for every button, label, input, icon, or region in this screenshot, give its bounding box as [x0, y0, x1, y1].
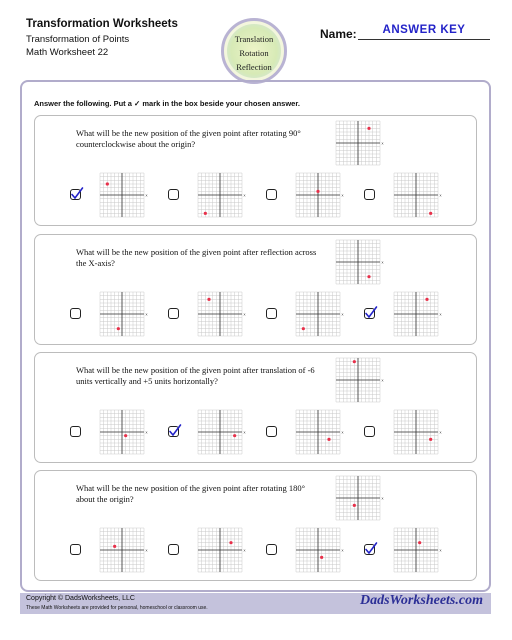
answer-option-grid — [198, 292, 246, 336]
answer-option-grid — [296, 528, 344, 572]
answer-checkbox[interactable] — [364, 426, 375, 437]
x-axis-label: x — [341, 429, 344, 435]
answer-option-grid-svg — [296, 173, 344, 217]
logo-badge — [221, 18, 287, 84]
answer-checkbox[interactable] — [70, 544, 81, 555]
checkmark-icon — [168, 424, 182, 438]
plotted-point — [429, 212, 432, 215]
x-axis-label: x — [381, 140, 384, 146]
answer-option-grid — [198, 173, 246, 217]
question-card — [34, 352, 477, 463]
name-line — [358, 39, 490, 40]
answer-checkbox[interactable] — [70, 308, 81, 319]
checkmark-icon — [364, 306, 378, 320]
answer-option-grid-svg — [394, 173, 442, 217]
question-text: What will be the new position of the given point after rotating 90° counterclockwise about the origin? — [76, 128, 301, 149]
answer-checkbox[interactable] — [168, 544, 179, 555]
x-axis-label: x — [439, 311, 442, 317]
answer-option-grid-svg — [394, 528, 442, 572]
answer-option-grid-svg — [100, 410, 148, 454]
checkmark-icon — [70, 187, 84, 201]
answer-option-grid-svg — [296, 292, 344, 336]
footer-note: These Math Worksheets are provided for personal, homeschool or classroom use. — [26, 605, 208, 611]
plotted-point — [204, 212, 207, 215]
answer-checkbox[interactable] — [70, 189, 81, 200]
plotted-point — [425, 298, 428, 301]
answer-checkbox[interactable] — [266, 308, 277, 319]
checkmark-stroke — [72, 188, 83, 198]
checkmark-stroke — [170, 425, 181, 435]
answer-option-grid — [100, 528, 148, 572]
answer-option-grid-svg — [394, 410, 442, 454]
x-axis-label: x — [341, 311, 344, 317]
plotted-point — [418, 541, 421, 544]
footer-brand: DadsWorksheets.com — [359, 593, 483, 608]
logo-word-rotation: Rotation — [239, 48, 269, 58]
given-point-grid-svg — [336, 358, 384, 402]
x-axis-label: x — [439, 547, 442, 553]
given-point-grid — [336, 358, 384, 402]
plotted-point — [233, 434, 236, 437]
plotted-point — [229, 541, 232, 544]
x-axis-label: x — [243, 547, 246, 553]
x-axis-label: x — [243, 429, 246, 435]
x-axis-label: x — [381, 377, 384, 383]
answer-option-grid-svg — [198, 173, 246, 217]
checkmark-stroke — [366, 307, 377, 317]
answer-checkbox[interactable] — [266, 189, 277, 200]
worksheet-subtitle: Transformation of Points — [26, 34, 130, 45]
answer-checkbox[interactable] — [168, 189, 179, 200]
plotted-point — [429, 438, 432, 441]
answer-option-grid-svg — [100, 173, 148, 217]
answer-option-grid — [296, 410, 344, 454]
answer-option-grid-svg — [198, 292, 246, 336]
answer-checkbox[interactable] — [364, 189, 375, 200]
checkmark-stroke — [366, 543, 377, 553]
plotted-point — [316, 190, 319, 193]
x-axis-label: x — [145, 192, 148, 198]
checkmark-icon — [364, 542, 378, 556]
answer-option-grid — [296, 173, 344, 217]
given-point-grid-svg — [336, 240, 384, 284]
plotted-point — [353, 504, 356, 507]
answer-option-grid — [394, 173, 442, 217]
plotted-point — [353, 360, 356, 363]
instructions: Answer the following. Put a ✓ mark in the box beside your chosen answer. — [34, 99, 300, 108]
worksheet-number: Math Worksheet 22 — [26, 47, 109, 58]
answer-checkbox[interactable] — [266, 544, 277, 555]
x-axis-label: x — [341, 192, 344, 198]
answer-option-grid-svg — [296, 410, 344, 454]
x-axis-label: x — [439, 429, 442, 435]
answer-option-grid-svg — [296, 528, 344, 572]
plotted-point — [327, 438, 330, 441]
plotted-point — [302, 327, 305, 330]
logo-word-reflection: Reflection — [236, 62, 272, 72]
answer-key-label: ANSWER KEY — [382, 24, 466, 36]
x-axis-label: x — [145, 429, 148, 435]
answer-checkbox[interactable] — [364, 308, 375, 319]
question-text: What will be the new position of the given point after reflection across the X-axis? — [76, 247, 317, 268]
answer-checkbox[interactable] — [168, 426, 179, 437]
answer-option-grid — [394, 528, 442, 572]
answer-option-grid — [100, 173, 148, 217]
answer-option-grid — [100, 410, 148, 454]
answer-option-grid — [296, 292, 344, 336]
question-text: What will be the new position of the given point after translation of -6 units vertically and +5 units horizontally? — [76, 365, 315, 386]
given-point-grid — [336, 121, 384, 165]
answer-option-grid-svg — [198, 410, 246, 454]
x-axis-label: x — [243, 192, 246, 198]
x-axis-label: x — [243, 311, 246, 317]
answer-option-grid-svg — [100, 528, 148, 572]
x-axis-label: x — [439, 192, 442, 198]
answer-option-grid — [198, 410, 246, 454]
question-card — [34, 115, 477, 226]
question-card — [34, 234, 477, 345]
answer-option-grid-svg — [100, 292, 148, 336]
answer-checkbox[interactable] — [364, 544, 375, 555]
given-point-grid — [336, 476, 384, 520]
given-point-grid-svg — [336, 476, 384, 520]
plotted-point — [320, 556, 323, 559]
given-point-grid-svg — [336, 121, 384, 165]
question-text: What will be the new position of the given point after rotating 180° about the origin? — [76, 483, 306, 504]
answer-checkbox[interactable] — [266, 426, 277, 437]
answer-option-grid — [394, 410, 442, 454]
worksheet-title: Transformation Worksheets — [26, 18, 178, 30]
question-card — [34, 470, 477, 581]
plotted-point — [113, 545, 116, 548]
answer-checkbox[interactable] — [168, 308, 179, 319]
footer-copyright: Copyright © DadsWorksheets, LLC — [26, 595, 135, 602]
x-axis-label: x — [381, 495, 384, 501]
plotted-point — [106, 182, 109, 185]
plotted-point — [207, 298, 210, 301]
given-point-grid — [336, 240, 384, 284]
x-axis-label: x — [341, 547, 344, 553]
plotted-point — [367, 127, 370, 130]
answer-option-grid — [100, 292, 148, 336]
answer-option-grid-svg — [394, 292, 442, 336]
answer-option-grid — [198, 528, 246, 572]
logo-word-translation: Translation — [234, 34, 274, 44]
plotted-point — [124, 434, 127, 437]
footer-bar — [20, 593, 491, 614]
name-label: Name: — [320, 27, 357, 41]
plotted-point — [367, 275, 370, 278]
x-axis-label: x — [145, 311, 148, 317]
x-axis-label: x — [145, 547, 148, 553]
answer-checkbox[interactable] — [70, 426, 81, 437]
answer-option-grid — [394, 292, 442, 336]
plotted-point — [117, 327, 120, 330]
x-axis-label: x — [381, 259, 384, 265]
answer-option-grid-svg — [198, 528, 246, 572]
